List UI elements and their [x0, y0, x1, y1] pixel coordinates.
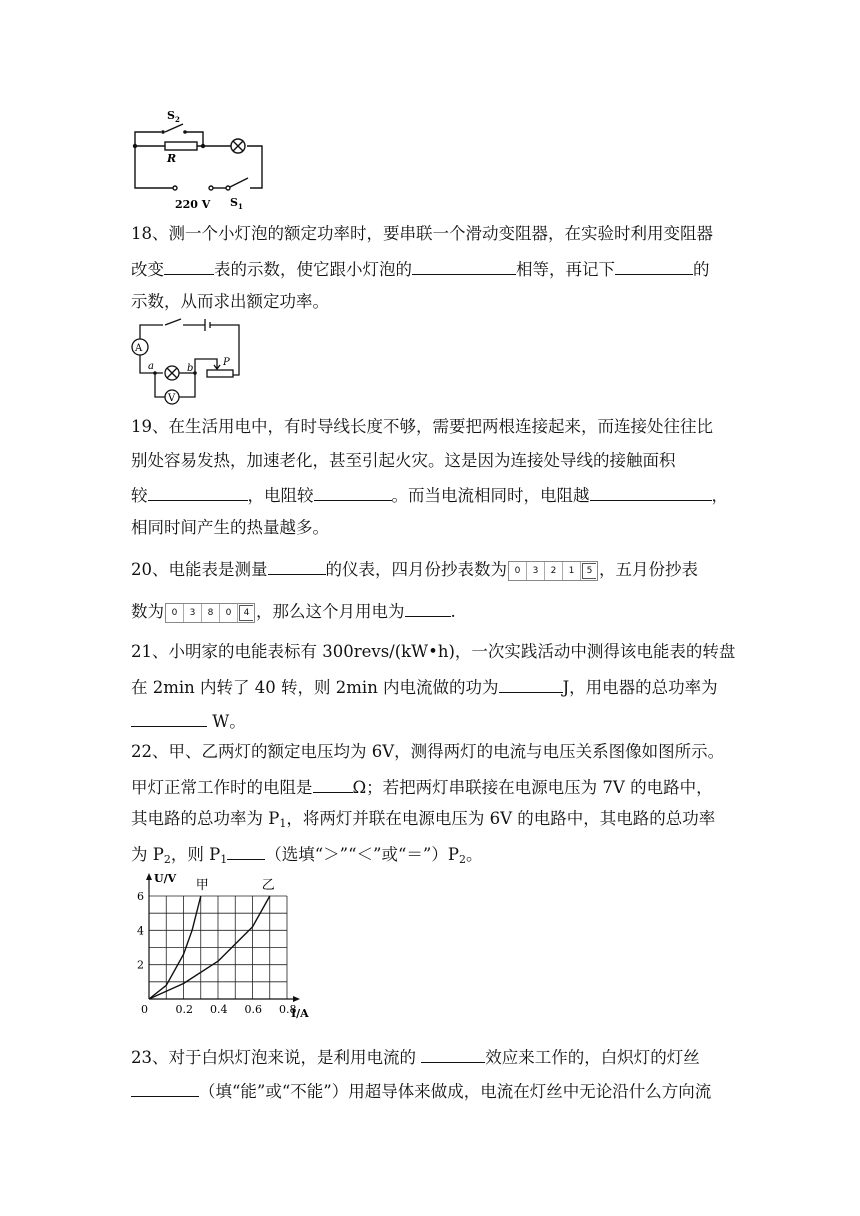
label-b: b [187, 363, 194, 374]
x-tick-label: 0.2 [175, 1003, 193, 1016]
iv-chart [128, 868, 328, 1024]
q20-line1: 20、电能表是测量 的仪表，四月份抄表数为 0 3 2 1 5 ，五月份抄表 [131, 556, 698, 580]
circuit-diagram-18 [125, 315, 245, 410]
q20-blank-usage[interactable] [405, 598, 451, 617]
q23-line1: 23、对于白炽灯泡来说，是利用电流的 效应来工作的，白炽灯的灯丝 [131, 1044, 700, 1068]
q21-line3: W。 [131, 708, 246, 732]
q18-blank-meter[interactable] [164, 256, 214, 275]
label-p: P [223, 357, 230, 368]
q22-line2: 甲灯正常工作时的电阻是 Ω；若把两灯串联接在电源电压为 7V 的电路中， [131, 774, 713, 798]
q22-line4: 为 $P_2$，则 $P_1$ （选填“＞”“＜”或“$=”)P_2$。 [131, 841, 482, 865]
q18-blank-quantity[interactable] [412, 256, 516, 275]
x-tick-label: 0 [141, 1003, 148, 1016]
series-label-jia: 甲 [195, 878, 209, 893]
circuit-diagram-17 [125, 108, 270, 213]
q19-line2: 别处容易发热，加速老化，甚至引起火灾。这是因为连接处导线的接触面积 [131, 451, 676, 470]
x-tick-label: 0.8 [279, 1003, 297, 1016]
q20-blank-meter-measures[interactable] [268, 556, 326, 575]
q23-line2: （填“能”或“不能”）用超导体来做成，电流在灯丝中无论沿什么方向流 [131, 1078, 711, 1102]
q22-line3: 其电路的总功率为 $P_1$，将两灯并联在电源电压为 6V 的电路中，其电路的总功率 [131, 809, 716, 830]
series-label-yi: 乙 [261, 878, 275, 893]
label-220v: 220 V [175, 198, 211, 211]
y-axis-label: U/V [154, 872, 177, 885]
q18-blank-record[interactable] [615, 256, 693, 275]
x-axis-arrow [293, 996, 300, 1002]
y-tick-label: 6 [137, 890, 144, 903]
q19-blank-area[interactable] [148, 482, 248, 501]
label-r: R [167, 152, 177, 165]
y-axis-arrow [146, 873, 152, 880]
q19-line4: 相同时间产生的热量越多。 [131, 518, 329, 537]
q19-blank-larger[interactable] [590, 482, 712, 501]
label-ammeter: A [135, 343, 143, 354]
q21-blank-power[interactable] [131, 708, 207, 727]
q19-blank-resistance[interactable] [314, 482, 392, 501]
q22-blank-resistance[interactable] [313, 774, 353, 793]
label-voltmeter: V [168, 393, 176, 404]
x-tick-label: 0.6 [244, 1003, 262, 1016]
q18-line1: 18、测一个小灯泡的额定功率时，要串联一个滑动变阻器，在实验时利用变阻器 [131, 224, 713, 243]
label-s2: $S_2$ [167, 109, 180, 124]
x-tick-label: 0.4 [210, 1003, 228, 1016]
q21-line2: 在 2min 内转了 40 转，则 2min 内电流做的功为 J，用电器的总功率为 [131, 674, 718, 698]
q21-blank-work[interactable] [499, 674, 563, 693]
q18-line3: 示数，从而求出额定功率。 [131, 292, 329, 311]
q22-line1: 22、甲、乙两灯的额定电压均为 6V，测得两灯的电流与电压关系图像如图所示。 [131, 742, 725, 761]
april-meter-reading: 0 3 2 1 5 [508, 561, 598, 581]
may-meter-reading: 0 3 8 0 4 [165, 603, 255, 623]
y-tick-label: 2 [137, 958, 144, 972]
q23-blank-effect[interactable] [421, 1044, 485, 1063]
label-a: a [148, 361, 154, 372]
q19-line3: 较 ，电阻较 。而当电流相同时，电阻越 ， [131, 482, 728, 506]
q23-blank-superconductor[interactable] [131, 1078, 199, 1097]
y-tick-label: 4 [137, 924, 144, 938]
q20-line2: 数为 0 3 8 0 4 ，那么这个月用电为 . [131, 598, 456, 622]
label-s1: $S_1$ [230, 196, 243, 211]
q21-line1: 21、小明家的电能表标有 300revs/(kW•h)，一次实践活动中测得该电能表的转盘 [131, 642, 736, 661]
x-axis-label: I/A [291, 1007, 309, 1020]
q22-blank-compare[interactable] [227, 841, 265, 860]
q18-line2: 改变 表的示数，使它跟小灯泡的 相等，再记下 的 [131, 256, 710, 280]
q19-line1: 19、在生活用电中，有时导线长度不够，需要把两根连接起来，而连接处往往比 [131, 417, 713, 436]
